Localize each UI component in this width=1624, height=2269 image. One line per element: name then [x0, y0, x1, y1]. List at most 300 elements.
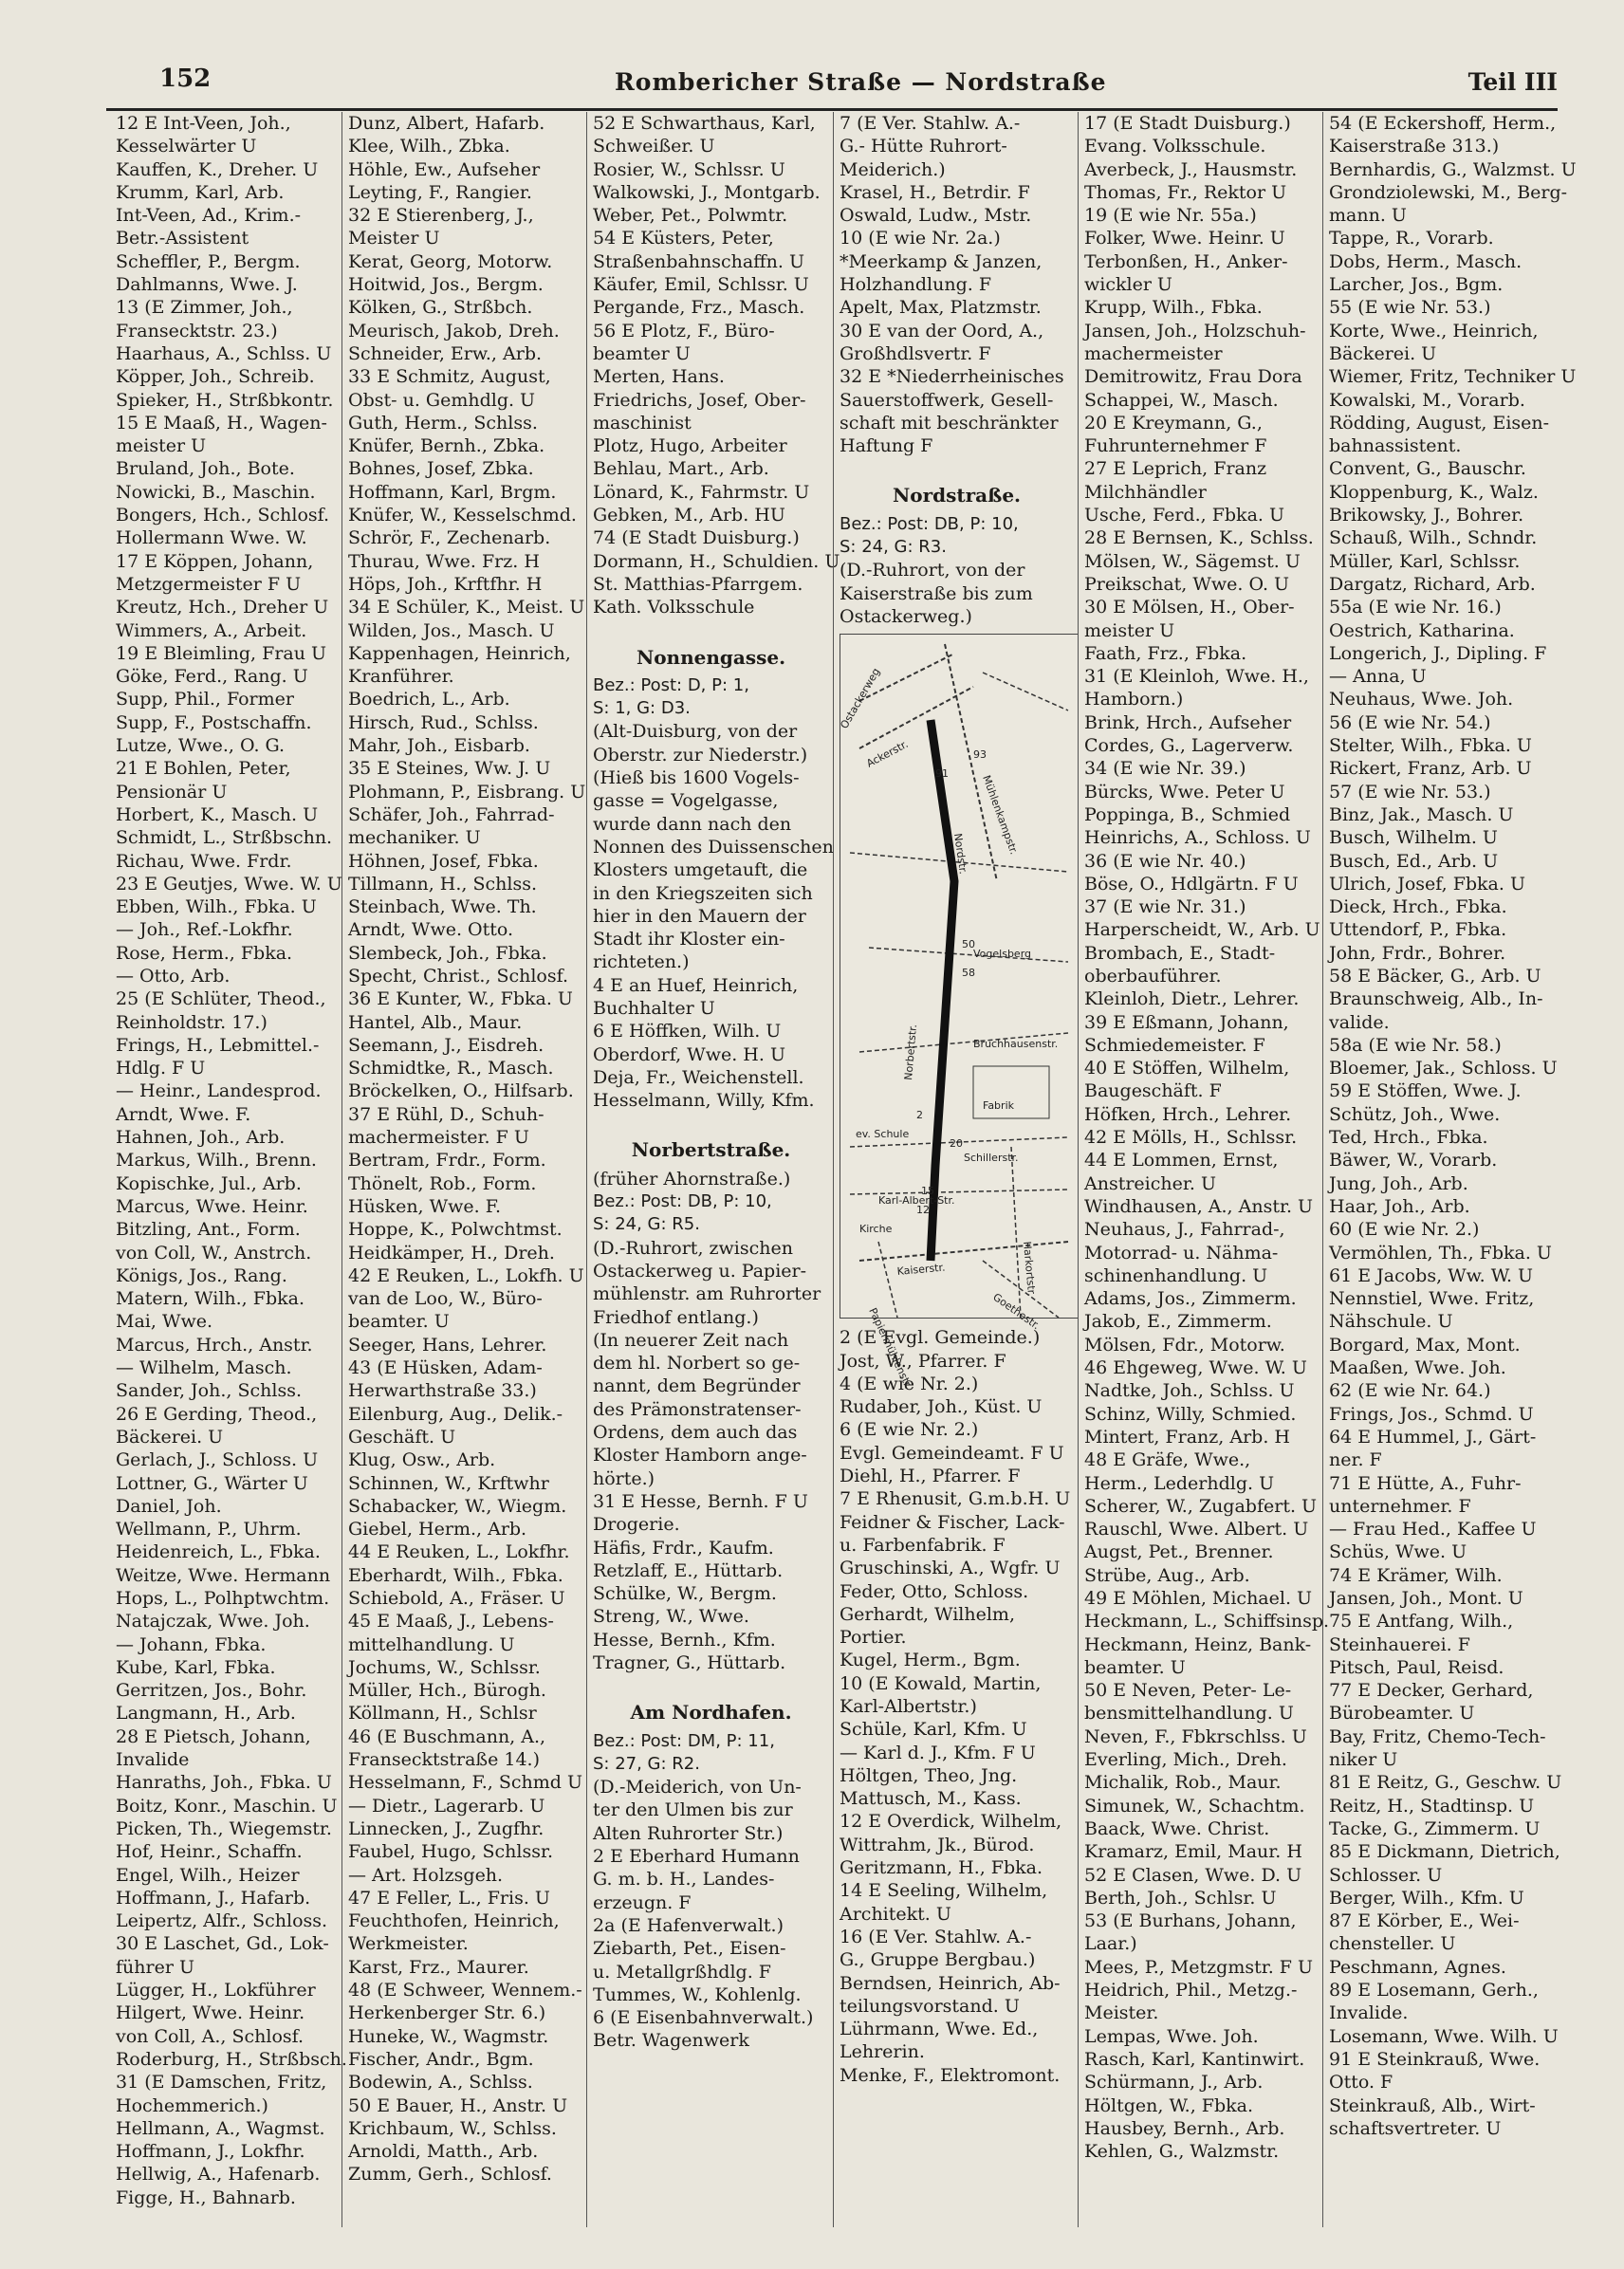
directory-entry: Fransecktstr. 23.)	[116, 320, 278, 341]
directory-entry: Ebben, Wilh., Fbka. U	[116, 896, 317, 918]
directory-entry: — Karl d. J., Kfm. F U	[840, 1742, 1036, 1763]
directory-entry: Schiebold, A., Fräser. U	[348, 1588, 565, 1609]
directory-entry: Augst, Pet., Brenner.	[1084, 1541, 1274, 1563]
directory-entry: 60 (E wie Nr. 2.)	[1329, 1219, 1480, 1241]
postal-district-line: S: 1, G: D3.	[593, 698, 691, 719]
directory-entry: Lügger, H., Lokführer	[116, 1980, 316, 2002]
directory-entry: Metzgermeister F U	[116, 573, 302, 595]
map-label: Nordstr.	[951, 832, 969, 876]
directory-entry: Linnecken, J., Zugfhr.	[348, 1817, 544, 1839]
directory-entry: 58 E Bäcker, G., Arb. U	[1329, 965, 1541, 987]
directory-entry: 87 E Körber, E., Wei-	[1329, 1910, 1520, 1932]
directory-entry: richteten.)	[593, 951, 690, 973]
directory-entry: 23 E Geutjes, Wwe. W. U	[116, 873, 342, 895]
directory-entry: u. Farbenfabrik. F	[840, 1534, 1006, 1556]
directory-entry: Hoffmann, Karl, Brgm.	[348, 481, 557, 503]
directory-entry: wickler U	[1084, 274, 1172, 296]
directory-entry: Brink, Hrch., Aufseher	[1084, 711, 1292, 733]
directory-entry: 30 E Mölsen, H., Ober-	[1084, 597, 1295, 618]
directory-entry: 2 (E Evgl. Gemeinde.)	[840, 1327, 1041, 1349]
directory-entry: Peschmann, Agnes.	[1329, 1956, 1506, 1978]
directory-entry: Cordes, G., Lagerverw.	[1084, 735, 1294, 757]
directory-entry: Lönard, K., Fahrmstr. U	[593, 481, 810, 503]
map-label: ev. Schule	[856, 1128, 910, 1141]
map-label: Harkortstr.	[1021, 1241, 1039, 1298]
directory-entry: G.- Hütte Ruhrort-	[840, 136, 1007, 157]
directory-entry: Spieker, H., Strßbkontr.	[116, 389, 334, 411]
directory-entry: Sauerstoffwerk, Gesell-	[840, 389, 1054, 411]
directory-entry: Boedrich, L., Arb.	[348, 689, 510, 710]
directory-entry: (Alt-Duisburg, von der	[593, 721, 798, 743]
directory-entry: Kopischke, Jul., Arb.	[116, 1172, 302, 1194]
directory-entry: G., Gruppe Bergbau.)	[840, 1949, 1036, 1971]
directory-entry: Gerlach, J., Schloss. U	[116, 1449, 319, 1471]
directory-entry: 34 (E wie Nr. 39.)	[1084, 758, 1246, 780]
directory-entry: Hantel, Alb., Maur.	[348, 1011, 523, 1033]
directory-entry: *Meerkamp & Janzen,	[840, 250, 1043, 272]
directory-entry: Hamborn.)	[1084, 689, 1184, 710]
directory-entry: Schabacker, W., Wiegm.	[348, 1495, 567, 1517]
directory-entry: 28 E Bernsen, K., Schlss.	[1084, 527, 1314, 549]
directory-entry: Boitz, Konr., Maschin. U	[116, 1795, 338, 1817]
directory-entry: Knüfer, W., Kesselschmd.	[348, 505, 577, 526]
directory-entry: 89 E Losemann, Gerh.,	[1329, 1980, 1539, 2002]
directory-entry: u. Metallgrßhdlg. F	[593, 1961, 771, 1983]
directory-entry: Krumm, Karl, Arb.	[116, 181, 285, 203]
directory-entry: 62 (E wie Nr. 64.)	[1329, 1380, 1491, 1402]
directory-entry: 30 E Laschet, Gd., Lok-	[116, 1933, 329, 1955]
directory-entry: Invalide.	[1329, 2002, 1409, 2024]
directory-entry: Mintert, Franz, Arb. H	[1084, 1426, 1290, 1448]
directory-entry: Höltgen, Theo, Jng.	[840, 1764, 1018, 1786]
directory-entry: Kowalski, M., Vorarb.	[1329, 389, 1525, 411]
directory-entry: Bay, Fritz, Chemo-Tech-	[1329, 1725, 1546, 1747]
directory-entry: Berger, Wilh., Kfm. U	[1329, 1887, 1524, 1909]
street-former-name: (früher Ahornstraße.)	[593, 1168, 791, 1190]
directory-entry: 59 E Stöffen, Wwe. J.	[1329, 1080, 1522, 1102]
directory-entry: wurde dann nach den	[593, 813, 792, 835]
directory-entry: Lührmann, Wwe. Ed.,	[840, 2019, 1039, 2040]
directory-entry: Frings, Jos., Schmd. U	[1329, 1403, 1534, 1425]
directory-entry: Seemann, J., Eisdreh.	[348, 1034, 544, 1056]
directory-entry: Menke, F., Elektromont.	[840, 2064, 1061, 2086]
directory-entry: Merten, Hans.	[593, 366, 725, 388]
directory-entry: Oestrich, Katharina.	[1329, 619, 1515, 641]
directory-entry: Schäfer, Joh., Fahrrad-	[348, 803, 555, 825]
directory-entry: 49 E Möhlen, Michael. U	[1084, 1588, 1313, 1609]
directory-entry: 13 (E Zimmer, Joh.,	[116, 297, 293, 319]
directory-entry: Everling, Mich., Dreh.	[1084, 1749, 1287, 1771]
directory-entry: Jansen, Joh., Mont. U	[1329, 1588, 1523, 1609]
directory-entry: Reitz, H., Stadtinsp. U	[1329, 1795, 1535, 1817]
directory-entry: Friedhof entlang.)	[593, 1306, 759, 1328]
postal-district-line: Bez.: Post: DM, P: 11,	[593, 1730, 775, 1751]
directory-entry: Mai, Wwe.	[116, 1311, 213, 1333]
directory-entry: Sander, Joh., Schlss.	[116, 1380, 302, 1402]
directory-entry: Holzhandlung. F	[840, 274, 992, 296]
directory-entry: Averbeck, J., Hausmstr.	[1084, 158, 1298, 180]
postal-district-line: Bez.: Post: D, P: 1,	[593, 674, 749, 695]
directory-entry: Stelter, Wilh., Fbka. U	[1329, 735, 1532, 757]
directory-entry: 81 E Reitz, G., Geschw. U	[1329, 1772, 1562, 1794]
directory-entry: 57 (E wie Nr. 53.)	[1329, 781, 1491, 802]
directory-entry: Busch, Wilhelm. U	[1329, 827, 1498, 849]
directory-entry: Göke, Ferd., Rang. U	[116, 666, 308, 688]
directory-entry: Strübe, Aug., Arb.	[1084, 1564, 1250, 1586]
directory-entry: Feder, Otto, Schloss.	[840, 1580, 1029, 1602]
directory-entry: Langmann, H., Arb.	[116, 1703, 296, 1725]
directory-entry: Pitsch, Paul, Reisd.	[1329, 1656, 1504, 1678]
directory-entry: Behlau, Mart., Arb.	[593, 458, 769, 480]
directory-entry: oberbauführer.	[1084, 965, 1222, 987]
directory-entry: Kappenhagen, Heinrich,	[348, 642, 571, 664]
directory-entry: Weitze, Wwe. Hermann	[116, 1564, 331, 1586]
directory-entry: Hanraths, Joh., Fbka. U	[116, 1772, 332, 1794]
directory-entry: Schürmann, J., Arb.	[1084, 2072, 1264, 2094]
directory-entry: Arndt, Wwe. F.	[116, 1103, 251, 1125]
directory-entry: Heckmann, Heinz, Bank-	[1084, 1633, 1312, 1655]
map-house-number: 58	[962, 967, 975, 980]
directory-entry: 17 (E Stadt Duisburg.)	[1084, 113, 1291, 134]
directory-entry: Scherer, W., Zugabfert. U	[1084, 1495, 1318, 1517]
directory-entry: mechaniker. U	[348, 827, 481, 849]
directory-entry: des Prämonstratenser-	[593, 1398, 802, 1420]
directory-entry: Huneke, W., Wagmstr.	[348, 2025, 549, 2047]
directory-entry: Rose, Herm., Fbka.	[116, 942, 293, 964]
directory-entry: Braunschweig, Alb., In-	[1329, 988, 1543, 1010]
directory-entry: 71 E Hütte, A., Fuhr-	[1329, 1472, 1522, 1494]
directory-entry: 54 (E Eckershoff, Herm.,	[1329, 113, 1557, 134]
directory-entry: Pergande, Frz., Masch.	[593, 297, 805, 319]
directory-entry: Kaiserstraße 313.)	[1329, 136, 1500, 157]
directory-entry: Hirsch, Rud., Schlss.	[348, 711, 539, 733]
directory-entry: Herwarthstraße 33.)	[348, 1380, 537, 1402]
map-label: Ostackerweg	[838, 666, 883, 731]
directory-entry: Figge, H., Bahnarb.	[116, 2186, 296, 2208]
directory-entry: 14 E Seeling, Wilhelm,	[840, 1880, 1048, 1902]
directory-entry: Tummes, W., Kohlenlg.	[593, 1983, 802, 2005]
directory-entry: teilungsvorstand. U	[840, 1995, 1020, 2017]
directory-entry: Kesselwärter U	[116, 136, 257, 157]
directory-entry: 30 E van der Oord, A.,	[840, 320, 1044, 341]
map-label: Bruchhausenstr.	[973, 1038, 1059, 1051]
directory-entry: Architekt. U	[840, 1903, 951, 1925]
directory-columns	[110, 112, 1577, 2237]
directory-entry: Weber, Pet., Polwmtr.	[593, 205, 788, 227]
directory-entry: Herm., Lederhdlg. U	[1084, 1472, 1275, 1494]
directory-entry: 12 E Overdick, Wilhelm,	[840, 1811, 1062, 1833]
directory-entry: — Johann, Fbka.	[116, 1633, 267, 1655]
directory-entry: Neuhaus, J., Fahrrad-,	[1084, 1219, 1285, 1241]
directory-entry: ner. F	[1329, 1449, 1382, 1471]
directory-entry: Obst- u. Gemhdlg. U	[348, 389, 536, 411]
directory-entry: Nähschule. U	[1329, 1311, 1453, 1333]
directory-entry: Lutze, Wwe., O. G.	[116, 735, 286, 757]
directory-entry: Binz, Jak., Masch. U	[1329, 803, 1514, 825]
directory-entry: Thönelt, Rob., Form.	[348, 1172, 537, 1194]
directory-entry: 42 E Mölls, H., Schlssr.	[1084, 1127, 1298, 1149]
directory-entry: Larcher, Jos., Bgm.	[1329, 274, 1504, 296]
directory-entry: 44 E Reuken, L., Lokfhr.	[348, 1541, 570, 1563]
directory-entry: 17 E Köppen, Johann,	[116, 550, 314, 572]
directory-entry: Jansen, Joh., Holzschuh-	[1084, 320, 1306, 341]
directory-entry: ter den Ulmen bis zur	[593, 1799, 793, 1821]
directory-entry: 77 E Decker, Gerhard,	[1329, 1680, 1534, 1702]
directory-entry: Rosier, W., Schlssr. U	[593, 158, 785, 180]
directory-entry: Laar.)	[1084, 1933, 1137, 1955]
street-heading: Am Nordhafen.	[630, 1701, 792, 1725]
directory-entry: Apelt, Max, Platzmstr.	[840, 297, 1042, 319]
directory-entry: Bodewin, A., Schlss.	[348, 2072, 533, 2094]
directory-entry: Meister.	[1084, 2002, 1159, 2024]
directory-entry: Hahnen, Joh., Arb.	[116, 1127, 286, 1149]
directory-entry: Ordens, dem auch das	[593, 1422, 798, 1444]
directory-entry: Krichbaum, W., Schlss.	[348, 2117, 557, 2139]
directory-entry: Invalide	[116, 1749, 190, 1771]
postal-district-line: Bez.: Post: DB, P: 10,	[840, 513, 1019, 534]
directory-entry: 28 E Pietsch, Johann,	[116, 1725, 311, 1747]
nordstrasse-highlight	[931, 720, 954, 1261]
directory-entry: von Coll, W., Anstrch.	[116, 1242, 312, 1264]
page-title: Rombericher Straße — Nordstraße	[615, 68, 1107, 96]
directory-entry: Heinrichs, A., Schloss. U	[1084, 827, 1311, 849]
directory-entry: Krasel, H., Betrdir. F	[840, 181, 1030, 203]
directory-entry: Dunz, Albert, Hafarb.	[348, 113, 545, 134]
directory-entry: 31 E Hesse, Bernh. F U	[593, 1490, 808, 1512]
street-harkortstr	[1011, 1147, 1021, 1318]
directory-entry: meister U	[116, 435, 207, 457]
directory-entry: 64 E Hummel, J., Gärt-	[1329, 1426, 1537, 1448]
directory-entry: Höhnen, Josef, Fbka.	[348, 850, 539, 872]
directory-entry: 85 E Dickmann, Dietrich,	[1329, 1841, 1560, 1863]
directory-entry: — Joh., Ref.-Lokfhr.	[116, 919, 293, 941]
directory-entry: Ostackerweg.)	[840, 605, 972, 627]
directory-entry: Matern, Wilh., Fbka.	[116, 1288, 304, 1310]
directory-entry: Hellmann, A., Wagmst.	[116, 2117, 325, 2139]
directory-entry: Krupp, Wilh., Fbka.	[1084, 297, 1263, 319]
directory-entry: 2a (E Hafenverwalt.)	[593, 1914, 784, 1936]
directory-entry: Eilenburg, Aug., Delik.-	[348, 1403, 563, 1425]
directory-entry: Nennstiel, Wwe. Fritz,	[1329, 1288, 1535, 1310]
directory-entry: Mölsen, Fdr., Motorw.	[1084, 1334, 1285, 1356]
directory-entry: 48 (E Schweer, Wennem.-	[348, 1980, 582, 2002]
directory-entry: Karl-Albertstr.)	[840, 1695, 977, 1717]
directory-entry: Oswald, Ludw., Mstr.	[840, 205, 1032, 227]
directory-entry: Herkenberger Str. 6.)	[348, 2002, 546, 2024]
directory-entry: Schauß, Wilh., Schndr.	[1329, 527, 1538, 549]
directory-entry: Uttendorf, P., Fbka.	[1329, 919, 1507, 941]
directory-entry: Hochemmerich.)	[116, 2094, 268, 2116]
directory-entry: Hops, L., Polhptwchtm.	[116, 1588, 330, 1609]
directory-entry: Böse, O., Hdlgärtn. F U	[1084, 873, 1299, 895]
street-heading: Nonnengasse.	[636, 645, 786, 669]
directory-entry: 2 E Eberhard Humann	[593, 1846, 800, 1868]
directory-entry: Schappei, W., Masch.	[1084, 389, 1279, 411]
directory-entry: Neven, F., Fbkrschlss. U	[1084, 1725, 1307, 1747]
directory-entry: Hollermann Wwe. W.	[116, 527, 307, 549]
directory-entry: Seeger, Hans, Lehrer.	[348, 1334, 547, 1356]
directory-entry: Bürobeamter. U	[1329, 1703, 1475, 1725]
directory-entry: Harperscheidt, W., Arb. U	[1084, 919, 1320, 941]
directory-entry: valide.	[1329, 1011, 1390, 1033]
directory-entry: Bruland, Joh., Bote.	[116, 458, 295, 480]
directory-entry: Gruschinski, A., Wgfr. U	[840, 1558, 1061, 1579]
directory-entry: Schmidtke, R., Masch.	[348, 1058, 554, 1079]
directory-entry: Leipertz, Alfr., Schloss.	[116, 1910, 328, 1932]
directory-column-1	[110, 112, 347, 2227]
directory-entry: Brikowsky, J., Bohrer.	[1329, 505, 1524, 526]
directory-entry: John, Frdr., Bohrer.	[1329, 942, 1506, 964]
directory-entry: Drogerie.	[593, 1514, 680, 1536]
directory-entry: Reinholdstr. 17.)	[116, 1011, 268, 1033]
directory-entry: Plohmann, P., Eisbrang. U	[348, 781, 586, 802]
directory-entry: 74 E Krämer, Wilh.	[1329, 1564, 1503, 1586]
directory-entry: Natajczak, Wwe. Joh.	[116, 1611, 310, 1633]
directory-entry: Adams, Jos., Zimmerm.	[1084, 1288, 1297, 1310]
directory-entry: Hausbey, Bernh., Arb.	[1084, 2117, 1285, 2139]
street-cross-north	[983, 673, 1068, 710]
directory-entry: Tappe, R., Vorarb.	[1329, 228, 1494, 249]
directory-entry: Lottner, G., Wärter U	[116, 1472, 308, 1494]
directory-entry: 52 E Clasen, Wwe. D. U	[1084, 1864, 1302, 1886]
directory-entry: 37 (E wie Nr. 31.)	[1084, 896, 1246, 918]
directory-entry: von Coll, A., Schlosf.	[116, 2025, 304, 2047]
directory-entry: 50 E Bauer, H., Anstr. U	[348, 2094, 568, 2116]
directory-entry: Fuhrunternehmer F	[1084, 435, 1267, 457]
postal-district-line: S: 24, G: R3.	[840, 537, 947, 558]
directory-entry: Evgl. Gemeindeamt. F U	[840, 1442, 1064, 1464]
directory-entry: Hellwig, A., Hafenarb.	[116, 2164, 321, 2186]
directory-entry: Gerhardt, Wilhelm,	[840, 1603, 1015, 1625]
directory-entry: Schmiedemeister. F	[1084, 1034, 1265, 1056]
directory-entry: Scheffler, P., Bergm.	[116, 250, 301, 272]
directory-entry: 6 (E wie Nr. 2.)	[840, 1419, 979, 1441]
directory-entry: erzeugn. F	[593, 1891, 692, 1913]
directory-entry: Motorrad- u. Nähma-	[1084, 1242, 1279, 1264]
postal-district-line: S: 27, G: R2.	[593, 1753, 700, 1774]
directory-entry: Leyting, F., Rangier.	[348, 181, 532, 203]
directory-entry: Königs, Jos., Rang.	[116, 1264, 287, 1286]
map-house-number: 2	[916, 1109, 923, 1122]
directory-entry: 26 E Gerding, Theod.,	[116, 1403, 318, 1425]
directory-entry: Richau, Wwe. Frdr.	[116, 850, 292, 872]
directory-entry: Hoffmann, J., Lokfhr.	[116, 2141, 305, 2163]
directory-entry: Engel, Wilh., Heizer	[116, 1864, 300, 1886]
directory-entry: schaftsvertreter. U	[1329, 2117, 1502, 2139]
postal-district-line: Bez.: Post: DB, P: 10,	[593, 1191, 772, 1212]
directory-entry: Demitrowitz, Frau Dora	[1084, 366, 1302, 388]
directory-entry: 40 E Stöffen, Wilhelm,	[1084, 1058, 1290, 1079]
directory-entry: Rödding, August, Eisen-	[1329, 412, 1550, 434]
directory-entry: führer U	[116, 1956, 194, 1978]
directory-entry: Klug, Osw., Arb.	[348, 1449, 496, 1471]
page-header	[106, 63, 1558, 111]
directory-entry: bahnassistent.	[1329, 435, 1462, 457]
directory-entry: beamter. U	[348, 1311, 450, 1333]
directory-entry: Karst, Frz., Maurer.	[348, 1956, 529, 1978]
directory-entry: Ostackerweg u. Papier-	[593, 1260, 807, 1282]
directory-entry: Rasch, Karl, Kantinwirt.	[1084, 2048, 1305, 2070]
directory-entry: Frings, H., Lebmittel.-	[116, 1034, 320, 1056]
directory-entry: 48 E Gräfe, Wwe.,	[1084, 1449, 1251, 1471]
directory-entry: Kehlen, G., Walzmstr.	[1084, 2141, 1280, 2163]
map-label: Vogelsberg	[973, 948, 1031, 961]
directory-entry: Meister U	[348, 228, 440, 249]
directory-column-4	[833, 112, 1078, 2227]
directory-entry: Bongers, Hch., Schlosf.	[116, 505, 330, 526]
directory-entry: dem hl. Norbert so ge-	[593, 1353, 801, 1374]
directory-entry: 35 E Steines, Ww. J. U	[348, 758, 551, 780]
directory-entry: Arndt, Wwe. Otto.	[348, 919, 514, 941]
directory-entry: 39 E Eßmann, Johann,	[1084, 1011, 1289, 1033]
directory-entry: Otto. F	[1329, 2072, 1393, 2094]
directory-entry: Rickert, Franz, Arb. U	[1329, 758, 1532, 780]
directory-entry: Evang. Volksschule.	[1084, 136, 1266, 157]
map-house-number: 93	[973, 748, 987, 762]
directory-entry: Hoppe, K., Polwchtmst.	[348, 1219, 563, 1241]
directory-entry: Schülke, W., Bergm.	[593, 1583, 777, 1605]
directory-entry: Oberdorf, Wwe. H. U	[593, 1043, 785, 1065]
directory-entry: 58a (E wie Nr. 58.)	[1329, 1034, 1502, 1056]
directory-entry: Käufer, Emil, Schlssr. U	[593, 274, 809, 296]
directory-entry: 21 E Bohlen, Peter,	[116, 758, 291, 780]
directory-entry: 45 E Maaß, J., Lebens-	[348, 1611, 554, 1633]
directory-entry: — Frau Hed., Kaffee U	[1329, 1519, 1537, 1540]
directory-entry: — Otto, Arb.	[116, 965, 231, 987]
directory-entry: Faath, Frz., Fbka.	[1084, 642, 1247, 664]
directory-entry: 52 E Schwarthaus, Karl,	[593, 113, 816, 134]
street-heading: Norbertstraße.	[631, 1138, 791, 1162]
directory-entry: Haftung F	[840, 435, 933, 457]
directory-entry: Dargatz, Richard, Arb.	[1329, 573, 1536, 595]
directory-entry: Marcus, Hrch., Anstr.	[116, 1334, 313, 1356]
directory-entry: Michalik, Rob., Maur.	[1084, 1772, 1282, 1794]
directory-entry: Grondziolewski, M., Berg-	[1329, 181, 1568, 203]
directory-entry: Alten Ruhrorter Str.)	[593, 1822, 784, 1844]
directory-entry: 55 (E wie Nr. 53.)	[1329, 297, 1491, 319]
directory-entry: Int-Veen, Ad., Krim.-	[116, 205, 302, 227]
directory-entry: 50 E Neven, Peter- Le-	[1084, 1680, 1292, 1702]
map-house-number: 20	[950, 1137, 963, 1151]
directory-entry: — Wilhelm, Masch.	[116, 1357, 292, 1379]
directory-entry: bensmittelhandlung. U	[1084, 1703, 1294, 1725]
map-label: Goethestr.	[990, 1291, 1043, 1333]
directory-entry: Kloster Hamborn ange-	[593, 1445, 807, 1467]
directory-entry: Großhdlsvertr. F	[840, 342, 991, 364]
directory-entry: Hoffmann, J., Hafarb.	[116, 1887, 311, 1909]
directory-entry: Portier.	[840, 1627, 907, 1649]
directory-entry: Betr. Wagenwerk	[593, 2030, 749, 2052]
directory-entry: Kranführer.	[348, 666, 454, 688]
street-papiermuehlenstr	[878, 1242, 897, 1318]
directory-entry: Baack, Wwe. Christ.	[1084, 1817, 1270, 1839]
directory-entry: Schlosser. U	[1329, 1864, 1443, 1886]
directory-entry: Korte, Wwe., Heinrich,	[1329, 320, 1539, 341]
directory-entry: Supp, F., Postschaffn.	[116, 711, 312, 733]
directory-entry: Walkowski, J., Montgarb.	[593, 181, 821, 203]
directory-entry: Oberstr. zur Niederstr.)	[593, 744, 808, 766]
directory-entry: 4 (E wie Nr. 2.)	[840, 1373, 979, 1394]
directory-entry: Slembeck, Joh., Fbka.	[348, 942, 547, 964]
directory-entry: Heidrich, Phil., Metzg.-	[1084, 1980, 1298, 2002]
directory-entry: Müller, Karl, Schlssr.	[1329, 550, 1521, 572]
directory-entry: Neuhaus, Wwe. Joh.	[1329, 689, 1514, 710]
directory-entry: Wellmann, P., Uhrm.	[116, 1519, 302, 1540]
directory-entry: Jakob, E., Zimmerm.	[1084, 1311, 1272, 1333]
directory-entry: 7 E Rhenusit, G.m.b.H. U	[840, 1488, 1071, 1510]
directory-entry: Straßenbahnschaffn. U	[593, 250, 804, 272]
directory-entry: Geschäft. U	[348, 1426, 456, 1448]
